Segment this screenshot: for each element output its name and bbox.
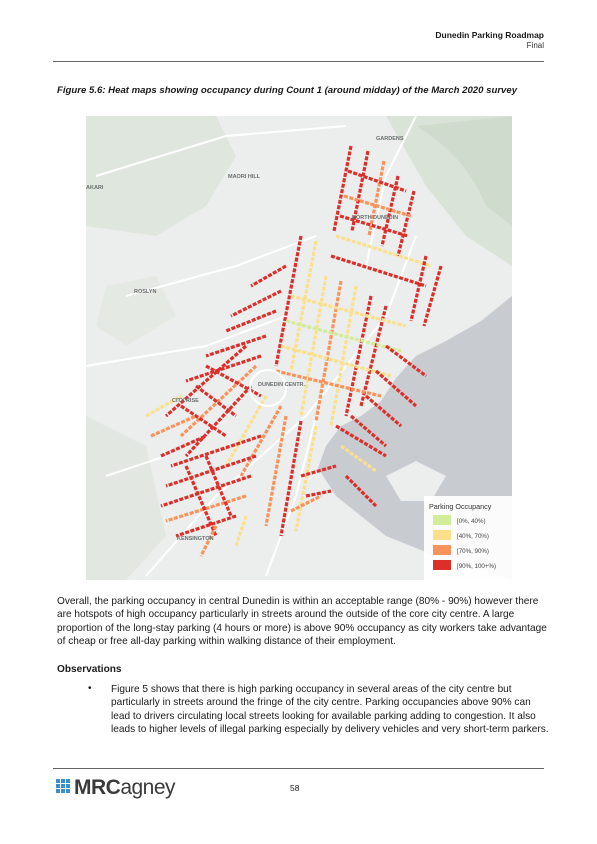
- bullet-marker: •: [88, 683, 92, 694]
- map-label-kensington: KENSINGTON: [177, 536, 214, 542]
- body-paragraph: Overall, the parking occupancy in central Dunedin is within an acceptable range (80% - 90%) however there are hotspots of high occupancy particularly in streets around the outside of the core city centre. A large proportion of the long-stay parking (4 hours or more) is above 90% occupancy as city workers take advantage of cheap or free all-day parking within walking distance of their employment.: [57, 596, 547, 647]
- parking-heat-map: [86, 116, 512, 580]
- legend-label-90-100: [90%, 100+%): [457, 563, 497, 570]
- map-label-dunedin-central: DUNEDIN CENTR.: [258, 382, 306, 388]
- map-label-maori-hill: MAORI HILL: [228, 174, 261, 180]
- map-label-roslyn: ROSLYN: [134, 289, 157, 295]
- header-subtitle: Final: [526, 41, 544, 50]
- map-label-north-dunedin: NORTH DUNEDIN: [352, 215, 399, 221]
- legend-label-0-40: [0%, 40%): [457, 518, 486, 525]
- map-label-city-rise: CITY RISE: [172, 398, 199, 404]
- header-divider: [53, 61, 544, 62]
- footer-divider: [53, 768, 544, 769]
- legend-label-40-70: [40%, 70%): [457, 533, 489, 540]
- legend-swatch-70-90: [433, 545, 451, 555]
- legend-title: Parking Occupancy: [429, 502, 492, 511]
- map-label-wakari: AKARI: [86, 185, 104, 191]
- observation-bullet: Figure 5 shows that there is high parking occupancy in several areas of the city centre but particularly in streets around the fringe of the city centre. Parking occupancies above 90% can lead to drivers circulating local streets looking for available parking adding to congestion. It also leads to higher levels of illegal parking especially by delivery vehicles and very short-term parkers.: [111, 684, 549, 735]
- logo-wordmark: MRCagney: [74, 776, 176, 799]
- legend-swatch-90-100: [433, 560, 451, 570]
- logo-grid-icon: [56, 779, 72, 796]
- map-legend: [424, 496, 512, 580]
- page-number: 58: [290, 783, 300, 793]
- observations-heading: Observations: [57, 664, 122, 675]
- legend-label-70-90: [70%, 90%): [457, 548, 489, 555]
- figure-caption: Figure 5.6: Heat maps showing occupancy during Count 1 (around midday) of the March 2020 survey: [57, 85, 518, 96]
- map-label-gardens: GARDENS: [376, 136, 404, 142]
- mrcagney-logo: [56, 776, 196, 800]
- legend-swatch-40-70: [433, 530, 451, 540]
- legend-swatch-0-40: [433, 515, 451, 525]
- header-title: Dunedin Parking Roadmap: [435, 30, 544, 40]
